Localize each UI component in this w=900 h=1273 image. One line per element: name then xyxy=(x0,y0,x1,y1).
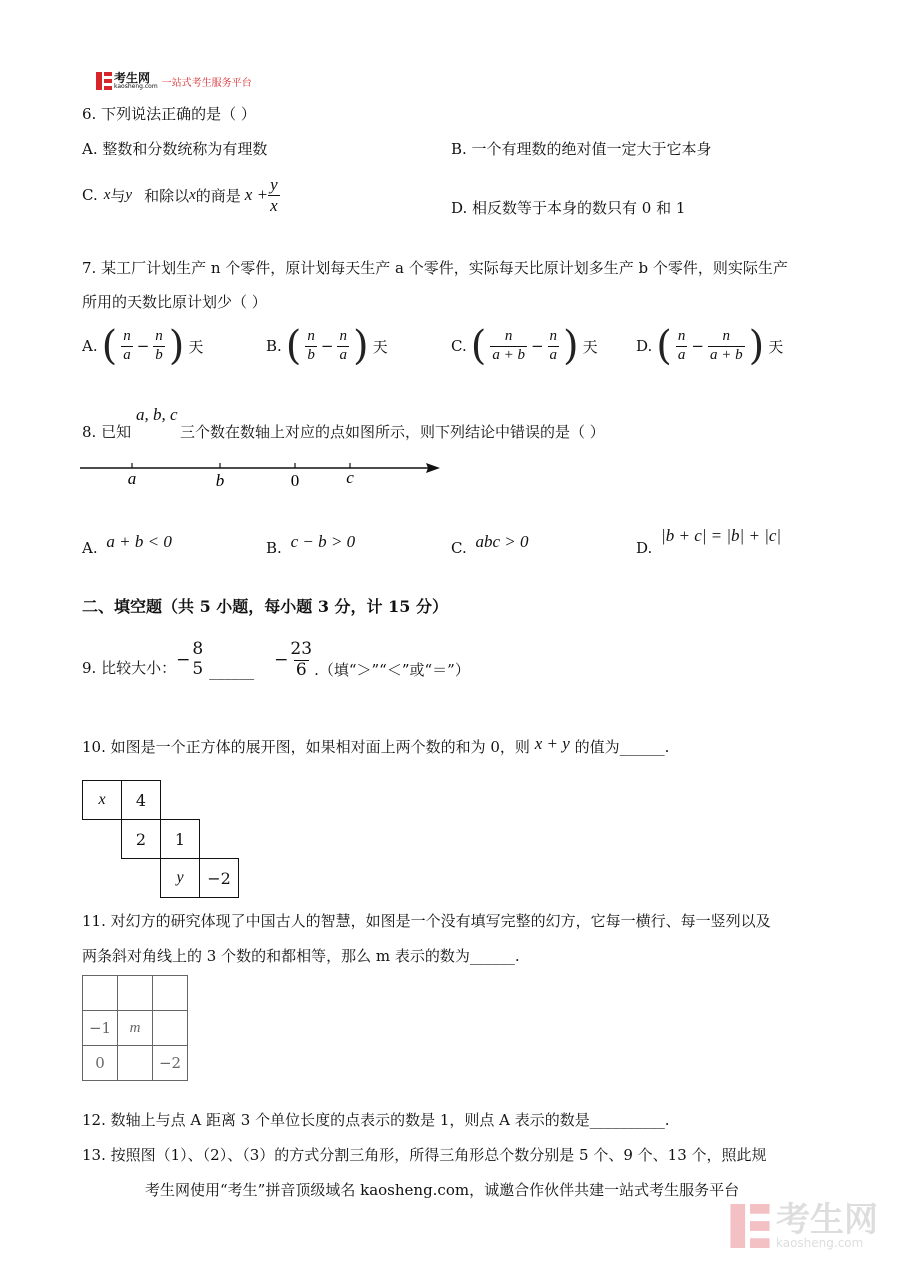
q9-neg2: − xyxy=(274,650,289,670)
q9-frac1 xyxy=(190,641,205,679)
q7-b-f2n: n xyxy=(339,327,347,344)
q10-text-a: 10. 如图是一个正方体的展开图，如果相对面上两个数的和为 0，则 xyxy=(82,738,530,756)
q12: 12. 数轴上与点 A 距离 3 个单位长度的点表示的数是 1，则点 A 表示的数是__________. xyxy=(82,1111,670,1129)
q6-stem: 6. 下列说法正确的是（ ） xyxy=(82,105,256,123)
q10-expr: x + y xyxy=(534,734,570,753)
magic-cell xyxy=(153,1011,188,1046)
q11-line2: 两条斜对角线上的 3 个数的和都相等，那么 m 表示的数为______. xyxy=(82,947,520,965)
header-logo xyxy=(96,72,252,94)
cube-cell-2: 2 xyxy=(122,820,161,859)
q7-d-f2d: a + b xyxy=(709,346,743,363)
q8-option-b xyxy=(266,532,355,557)
q7-d-lparen: ( xyxy=(656,323,672,369)
cube-cell-x: x xyxy=(83,781,122,820)
q7-b-frac2 xyxy=(337,329,349,364)
q7-c-frac1 xyxy=(490,329,527,364)
magic-row-2 xyxy=(83,1011,188,1046)
number-line-arrow-icon xyxy=(426,463,440,473)
q9-blank: ______ xyxy=(209,662,255,680)
cube-net xyxy=(82,780,239,898)
q7-c-frac2 xyxy=(548,329,560,364)
cube-cell-4: 4 xyxy=(122,781,161,820)
q6-c-text: 和除以 xyxy=(144,186,190,205)
q8-c-expr: abc > 0 xyxy=(475,532,529,551)
q8-a-expr: a + b < 0 xyxy=(106,532,172,551)
q8-stem: 三个数在数轴上对应的点如图所示，则下列结论中错误的是（ ） xyxy=(180,423,605,441)
q6-c-num: y xyxy=(270,175,278,194)
watermark-url: kaosheng.com xyxy=(776,1236,864,1250)
q7-b-unit: 天 xyxy=(372,337,388,356)
magic-cell xyxy=(83,976,118,1011)
q9-suffix: .（填“＞”“＜”或“＝”） xyxy=(314,660,470,679)
cube-row-1 xyxy=(83,781,239,820)
q8-prefix: 8. 已知 xyxy=(82,423,132,441)
kaosheng-logo-icon xyxy=(96,72,112,90)
q7-b-frac1 xyxy=(305,329,317,364)
q10 xyxy=(82,734,669,757)
q7-option-b xyxy=(266,323,388,369)
q6-c-den: x xyxy=(270,195,278,215)
q9-frac2 xyxy=(288,638,314,680)
magic-cell-m: m xyxy=(118,1011,153,1046)
magic-cell: 0 xyxy=(83,1046,118,1081)
magic-row-1 xyxy=(83,976,188,1011)
q9-f1n: 8 xyxy=(192,639,204,660)
q6-option-a: A. 整数和分数统称为有理数 xyxy=(82,140,268,158)
q7-a-rparen: ) xyxy=(168,323,185,369)
magic-cell xyxy=(118,976,153,1011)
q7-c-f1d: a + b xyxy=(492,346,525,363)
magic-cell: −1 xyxy=(83,1011,118,1046)
q7-d-frac2 xyxy=(708,329,745,364)
q7-d-f1d: a xyxy=(677,346,686,363)
q7-b-rparen: ) xyxy=(352,323,369,369)
axis-label-0: 0 xyxy=(290,471,300,490)
q6-c-fraction xyxy=(268,176,280,215)
q7-b-minus: − xyxy=(320,337,334,355)
q7-line2: 所用的天数比原计划少（ ） xyxy=(82,293,267,311)
axis-label-c: c xyxy=(346,468,354,487)
q8-number-line xyxy=(80,455,450,495)
q10-text-b: 的值为______. xyxy=(574,738,670,756)
q7-option-a xyxy=(82,323,204,369)
cube-empty xyxy=(161,781,200,820)
watermark xyxy=(730,1200,878,1250)
q7-b-f1d: b xyxy=(307,346,315,363)
q7-c-rparen: ) xyxy=(563,323,579,369)
q7-b-label: B. xyxy=(266,337,282,355)
q7-d-unit: 天 xyxy=(768,337,784,356)
q7-a-f1n: n xyxy=(123,327,131,344)
q7-c-minus: − xyxy=(530,337,544,355)
q8-d-expr: |b + c| = |b| + |c| xyxy=(661,526,782,545)
q6-c-y: y xyxy=(125,186,133,203)
q7-b-lparen: ( xyxy=(285,323,302,369)
q7-c-f2d: a xyxy=(549,346,558,363)
logo-url: kaosheng.com xyxy=(114,83,158,90)
q9-neg1: − xyxy=(176,650,191,670)
axis-label-b: b xyxy=(215,471,225,490)
q7-b-f1n: n xyxy=(307,327,315,344)
q7-d-rparen: ) xyxy=(748,323,765,369)
cube-empty xyxy=(83,820,122,859)
q9 xyxy=(82,640,470,680)
watermark-name: 考生网 xyxy=(776,1200,878,1240)
q7-c-f1n: n xyxy=(504,327,513,344)
cube-empty xyxy=(83,859,122,898)
axis-label-a: a xyxy=(127,469,137,488)
q8-d-label: D. xyxy=(636,539,653,557)
q7-a-f2n: n xyxy=(155,327,163,344)
cube-cell-neg2: −2 xyxy=(200,859,239,898)
q6-c-x: x xyxy=(103,186,111,203)
q7-d-f2n: n xyxy=(722,327,731,344)
logo-slogan: 一站式考生服务平台 xyxy=(161,77,252,89)
q9-f2n: 23 xyxy=(290,638,313,659)
q7-a-label: A. xyxy=(82,337,98,355)
q6-c-and: 与 xyxy=(110,186,126,205)
q7-d-minus: − xyxy=(691,337,704,355)
q11-line1: 11. 对幻方的研究体现了中国古人的智慧，如图是一个没有填写完整的幻方，它每一横行、每一竖列以及 xyxy=(82,912,771,930)
section-2-title: 二、填空题（共 5 小题，每小题 3 分，计 15 分） xyxy=(82,597,448,616)
magic-cell: −2 xyxy=(153,1046,188,1081)
q7-a-frac2 xyxy=(153,329,165,364)
q7-option-d xyxy=(636,323,784,369)
q7-a-minus: − xyxy=(136,337,150,355)
q7-c-label: C. xyxy=(451,337,467,355)
q8-option-d xyxy=(636,526,781,557)
q7-a-f2d: b xyxy=(155,346,163,363)
q9-f2d: 6 xyxy=(295,659,307,680)
cube-cell-1: 1 xyxy=(161,820,200,859)
q7-line1: 7. 某工厂计划生产 n 个零件，原计划每天生产 a 个零件，实际每天比原计划多生产 b 个零件，则实际生产 xyxy=(82,259,788,277)
q8-vars: a, b, c xyxy=(136,405,178,424)
q8-c-label: C. xyxy=(451,539,467,557)
q7-a-f1d: a xyxy=(123,346,131,363)
q7-option-c xyxy=(451,323,598,369)
q8-b-expr: c − b > 0 xyxy=(290,532,356,551)
kaosheng-watermark-icon xyxy=(730,1204,770,1248)
q7-b-f2d: a xyxy=(339,346,347,363)
q7-d-f1n: n xyxy=(677,327,686,344)
q8-b-label: B. xyxy=(266,539,282,557)
q7-a-lparen: ( xyxy=(101,323,118,369)
q7-d-frac1 xyxy=(676,329,688,364)
q7-c-f2n: n xyxy=(549,327,558,344)
q6-option-c xyxy=(82,176,280,215)
cube-empty xyxy=(122,859,161,898)
q13: 13. 按照图（1）、（2）、（3）的方式分割三角形，所得三角形总个数分别是 5 个、9 个、13 个，照此规 xyxy=(82,1146,767,1164)
cube-empty xyxy=(200,781,239,820)
q7-d-label: D. xyxy=(636,337,653,355)
q8-a-label: A. xyxy=(82,539,98,557)
magic-square xyxy=(82,975,188,1081)
cube-row-3 xyxy=(83,859,239,898)
logo-name: 考生网 xyxy=(114,71,151,85)
q6-option-b: B. 一个有理数的绝对值一定大于它本身 xyxy=(451,140,712,158)
q7-a-frac1 xyxy=(121,329,133,364)
q6-c-label: C. xyxy=(82,186,98,205)
cube-row-2 xyxy=(83,820,239,859)
magic-cell xyxy=(153,976,188,1011)
magic-row-3 xyxy=(83,1046,188,1081)
cube-empty xyxy=(200,820,239,859)
q7-a-unit: 天 xyxy=(188,337,204,356)
q8-option-c xyxy=(451,532,529,557)
q9-prefix: 9. 比较大小： xyxy=(82,658,177,677)
q7-c-lparen: ( xyxy=(470,323,487,369)
q6-option-d: D. 相反数等于本身的数只有 0 和 1 xyxy=(451,199,686,217)
q6-c-text2: 的商是 xyxy=(195,186,241,205)
magic-cell xyxy=(118,1046,153,1081)
q9-f1d: 5 xyxy=(192,659,204,679)
q6-c-x2: x xyxy=(189,186,196,203)
q7-c-unit: 天 xyxy=(582,337,598,356)
page-footer: 考生网使用“考生”拼音顶级域名 kaosheng.com，诚邀合作伙伴共建一站式考生服务平台 xyxy=(145,1181,740,1199)
cube-cell-y: y xyxy=(161,859,200,898)
q6-c-expr-lead: x + xyxy=(244,185,269,205)
q8-option-a xyxy=(82,532,172,557)
